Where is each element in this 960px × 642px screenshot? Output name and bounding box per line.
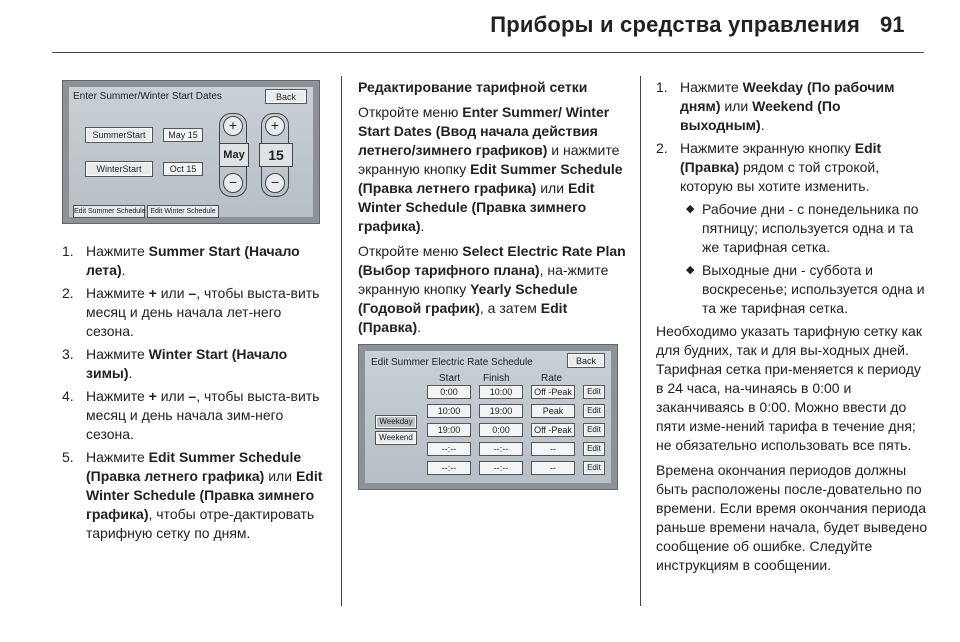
- row-edit-button[interactable]: Edit: [583, 404, 605, 418]
- list-item: [680, 200, 928, 257]
- text: и нажмите экранную кнопку: [358, 142, 620, 177]
- row-edit-button[interactable]: Edit: [583, 442, 605, 456]
- figure-start-dates: [62, 80, 320, 224]
- step-number: 2.: [62, 285, 74, 301]
- step-number: 4.: [62, 388, 74, 404]
- command: Yearly Schedule (Годовой график): [358, 281, 578, 316]
- column-header-rate: Rate: [541, 373, 563, 384]
- row-finish-time[interactable]: 19:00: [479, 404, 523, 418]
- column-2: [358, 78, 628, 343]
- step-number: 2.: [656, 140, 668, 156]
- command: Edit Winter Schedule (Правка зимнего графика): [358, 180, 595, 234]
- text: , а затем: [479, 300, 541, 316]
- day-value: 15: [259, 143, 293, 167]
- text: Откройте меню: [358, 104, 463, 120]
- step-text: или: [156, 388, 189, 404]
- step-text: или: [264, 468, 296, 484]
- page-number: 91: [880, 12, 905, 37]
- step-text: Нажмите: [86, 449, 149, 465]
- list-item: [656, 139, 928, 318]
- step-text: Нажмите: [86, 243, 149, 259]
- step-text: или: [720, 98, 753, 114]
- step-text: , чтобы отре-дактировать тарифную сетку по дням.: [86, 506, 315, 541]
- command: Edit (Правка): [358, 300, 568, 335]
- step-text: рядом с той строкой, которую вы хотите изменить.: [680, 159, 880, 194]
- header-divider: [52, 52, 924, 53]
- step-command: Summer Start (Начало лета): [86, 243, 300, 278]
- list-item: [62, 242, 328, 280]
- row-rate[interactable]: Off -Peak: [531, 385, 575, 399]
- day-minus-button[interactable]: −: [265, 173, 285, 193]
- step-number: 3.: [62, 346, 74, 362]
- row-start-time[interactable]: --:--: [427, 442, 471, 456]
- text: или: [536, 180, 568, 196]
- list-item: [62, 284, 328, 341]
- list-item: [62, 387, 328, 444]
- tab-edit-summer-schedule[interactable]: Edit Summer Schedule: [73, 205, 145, 218]
- step-command: +: [148, 388, 157, 404]
- summer-start-date: May 15: [163, 128, 203, 142]
- step-text: .: [121, 262, 126, 278]
- paragraph: Времена окончания периодов должны быть расположены после-довательно по времени. Если время окончания периода раньше времени начала, будет выведено сообщение об ошибке. Следуйте инструкциям в сообщении.: [656, 462, 928, 573]
- section-heading: Редактирование тарифной сетки: [358, 79, 588, 95]
- step-command: Edit (Правка): [680, 140, 882, 175]
- step-command: +: [148, 285, 157, 301]
- step-command: Edit Summer Schedule (Правка летнего графика): [86, 449, 302, 484]
- month-minus-button[interactable]: −: [223, 173, 243, 193]
- row-edit-button[interactable]: Edit: [583, 385, 605, 399]
- row-edit-button[interactable]: Edit: [583, 423, 605, 437]
- weekday-button[interactable]: Weekday: [375, 415, 417, 429]
- step-text: Нажмите: [86, 388, 149, 404]
- text: .: [417, 319, 422, 335]
- schedule-steps: [656, 78, 928, 318]
- step-command: Weekday (По рабочим дням): [680, 79, 895, 114]
- text: Откройте меню: [358, 243, 463, 259]
- bullet-icon: ◆: [686, 264, 695, 276]
- step-command: –: [188, 388, 197, 404]
- column-divider-1: [341, 76, 342, 606]
- step-command: Edit Winter Schedule (Правка зимнего графика): [86, 468, 323, 522]
- step-number: 5.: [62, 449, 74, 465]
- page-header-title: Приборы и средства управления: [490, 12, 860, 37]
- column-header-start: Start: [439, 373, 461, 384]
- step-text: .: [760, 117, 765, 133]
- day-plus-button[interactable]: +: [265, 116, 285, 136]
- figure-rate-schedule: [358, 344, 618, 490]
- step-command: Winter Start (Начало зимы): [86, 346, 288, 381]
- step-number: 1.: [656, 79, 668, 95]
- list-item: [62, 448, 328, 543]
- column-header-finish: Finish: [483, 373, 510, 384]
- row-edit-button[interactable]: Edit: [583, 461, 605, 475]
- bullet-text: Рабочие дни - с понедельника по пятницу; используется одна и та же тарифная сетка.: [702, 201, 919, 255]
- menu-name: Select Electric Rate Plan (Выбор тарифного плана): [358, 243, 626, 278]
- figure-start-dates-title: Enter Summer/Winter Start Dates: [73, 91, 222, 102]
- step-number: 1.: [62, 243, 74, 259]
- start-date-steps: [62, 242, 328, 543]
- figure-rate-schedule-screen: [365, 351, 611, 483]
- step-text: Нажмите экранную кнопку: [680, 140, 855, 156]
- list-item: [680, 261, 928, 318]
- row-finish-time[interactable]: --:--: [479, 461, 523, 475]
- month-plus-button[interactable]: +: [223, 116, 243, 136]
- month-value: May: [219, 143, 249, 167]
- summer-start-button[interactable]: SummerStart: [85, 127, 153, 143]
- list-item: [656, 78, 928, 135]
- command: Edit Summer Schedule (Правка летнего графика): [358, 161, 623, 196]
- row-start-time[interactable]: 0:00: [427, 385, 471, 399]
- row-start-time[interactable]: 19:00: [427, 423, 471, 437]
- step-command: Weekend (По выходным): [680, 98, 841, 133]
- column-3: [656, 78, 928, 581]
- step-text: , чтобы выста-вить месяц и день начала зим-него сезона.: [86, 388, 320, 442]
- figure-rate-schedule-title: Edit Summer Electric Rate Schedule: [371, 357, 533, 368]
- bullet-text: Выходные дни - суббота и воскресенье; используется одна и та же тарифная сетка.: [702, 262, 925, 316]
- paragraph: [358, 242, 628, 337]
- row-start-time[interactable]: --:--: [427, 461, 471, 475]
- paragraph: [358, 103, 628, 236]
- text: .: [420, 218, 425, 234]
- back-button[interactable]: Back: [265, 89, 307, 104]
- weekend-button[interactable]: Weekend: [375, 431, 417, 445]
- step-text: , чтобы выста-вить месяц и день начала лет-него сезона.: [86, 285, 320, 339]
- row-start-time[interactable]: 10:00: [427, 404, 471, 418]
- back-button[interactable]: Back: [567, 353, 605, 368]
- row-rate[interactable]: Peak: [531, 404, 575, 418]
- text: , на-жмите экранную кнопку: [358, 262, 609, 297]
- paragraph: Необходимо указать тарифную сетку как для будних, так и для вы-ходных дней. Тарифная сетка при-меняется к периоду в 24 часа, на-чинаясь в 0:00 и заканчиваясь в 0:00. Можно ввести до пяти изме-нений тарифа в течение дня; не обязательно использовать все пять.: [656, 323, 922, 453]
- column-divider-2: [640, 76, 641, 606]
- row-finish-time[interactable]: --:--: [479, 442, 523, 456]
- row-finish-time[interactable]: 0:00: [479, 423, 523, 437]
- tab-edit-winter-schedule[interactable]: Edit Winter Schedule: [147, 205, 219, 218]
- row-rate[interactable]: --: [531, 442, 575, 456]
- figure-start-dates-screen: [69, 87, 313, 217]
- day-type-bullets: [680, 200, 928, 318]
- step-text: Нажмите: [86, 346, 149, 362]
- row-rate[interactable]: Off -Peak: [531, 423, 575, 437]
- bullet-icon: ◆: [686, 203, 695, 215]
- step-text: Нажмите: [86, 285, 149, 301]
- winter-start-button[interactable]: WinterStart: [85, 161, 153, 177]
- row-finish-time[interactable]: 10:00: [479, 385, 523, 399]
- step-text: или: [156, 285, 189, 301]
- step-text: .: [128, 365, 133, 381]
- row-rate[interactable]: --: [531, 461, 575, 475]
- step-text: Нажмите: [680, 79, 743, 95]
- list-item: [62, 345, 328, 383]
- winter-start-date: Oct 15: [163, 162, 203, 176]
- step-command: –: [188, 285, 197, 301]
- menu-name: Enter Summer/ Winter Start Dates (Ввод начала действия летнего/зимнего графиков): [358, 104, 610, 158]
- column-1: [62, 242, 328, 547]
